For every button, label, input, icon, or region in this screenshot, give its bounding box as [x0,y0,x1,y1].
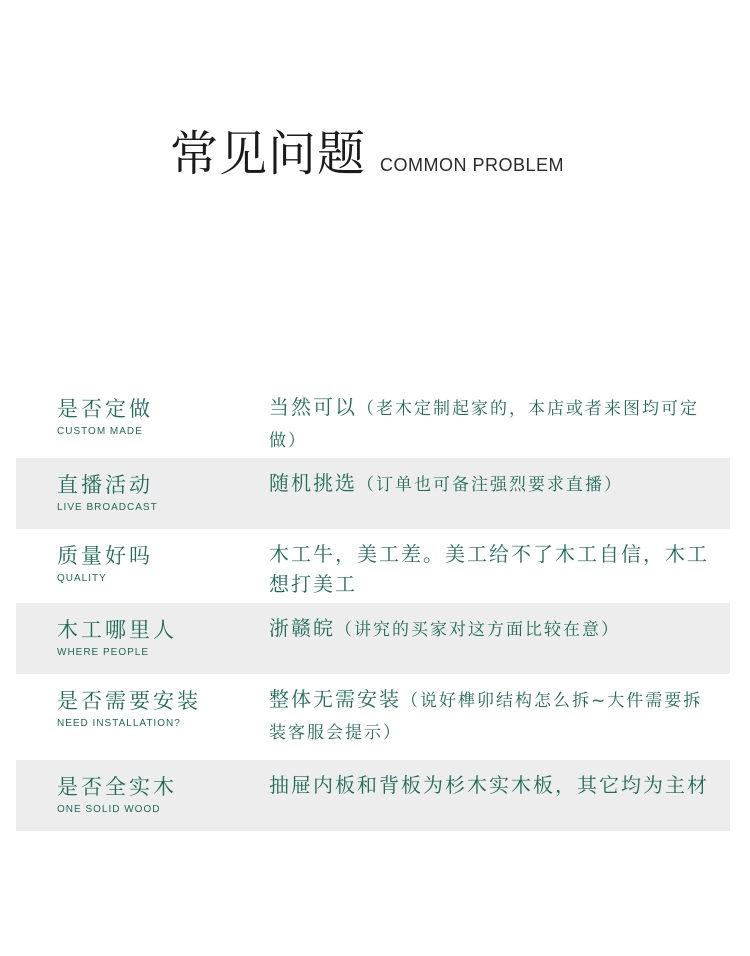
faq-answer [269,392,709,456]
question-cn: 质量好吗 [57,544,153,568]
question-en: NEED INSTALLATION? [57,718,181,729]
question-en: CUSTOM MADE [57,426,143,437]
question-cn: 木工哪里人 [57,618,177,642]
faq-question [16,613,269,658]
question-cn: 是否全实木 [57,775,177,799]
faq-question [16,392,269,437]
faq-answer [269,684,709,748]
faq-row-solid-wood [16,760,730,831]
faq-answer [269,613,709,645]
answer-note: （说好榫卯结构怎么拆~大件需要拆装客服会提示） [269,691,703,743]
faq-row-quality [16,529,730,603]
question-cn: 是否定做 [57,397,153,421]
faq-row-custom-made [16,382,730,458]
question-en: QUALITY [57,573,107,584]
faq-row-live-broadcast [16,458,730,529]
question-cn: 是否需要安装 [57,689,201,713]
faq-question [16,684,269,729]
page-header [170,126,565,182]
page-title: 常见问题 [170,126,367,182]
faq-row-where-people [16,603,730,674]
answer-note: （讲究的买家对这方面比较在意） [335,620,620,640]
question-en: LIVE BROADCAST [57,502,158,513]
answer-text: 随机挑选 [269,471,357,495]
faq-answer [269,539,709,601]
faq-answer [269,770,709,802]
faq-question [16,468,269,513]
answer-text: 浙赣皖 [269,616,335,640]
answer-note: （老木定制起家的，本店或者来图均可定做） [269,399,699,451]
faq-list [16,382,730,831]
page-subtitle: COMMON PROBLEM [380,155,565,175]
faq-question [16,539,269,584]
faq-question [16,770,269,815]
answer-note: （订单也可备注强烈要求直播） [357,475,623,495]
answer-text: 整体无需安装 [269,687,401,711]
answer-text: 当然可以 [269,395,357,419]
faq-answer [269,468,709,500]
answer-text: 木工牛，美工差。美工给不了木工自信，木工想打美工 [269,542,709,596]
question-cn: 直播活动 [57,473,153,497]
answer-text: 抽屉内板和背板为杉木实木板，其它均为主材 [269,773,709,797]
question-en: ONE SOLID WOOD [57,804,161,815]
question-en: WHERE PEOPLE [57,647,150,658]
faq-row-installation [16,674,730,760]
